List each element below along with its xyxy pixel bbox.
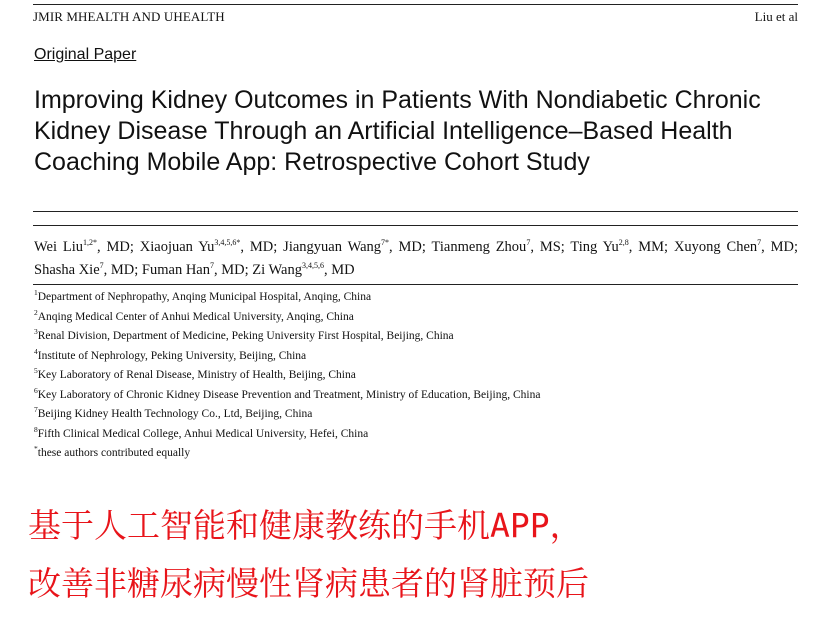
author-name: Jiangyuan Wang [283, 239, 382, 255]
author-degree: MD [331, 262, 355, 278]
affiliation-item [34, 425, 794, 445]
affiliation-marker: 1 [34, 288, 38, 297]
author: Zi Wang$^{3,4,5,6}$, MD [252, 261, 355, 278]
author-degree: MD [249, 239, 274, 255]
affiliation-item [34, 347, 794, 367]
affiliation-marker: 2 [34, 307, 38, 317]
author-name: Shasha Xie [34, 262, 100, 278]
affiliation-marker: 7 [34, 405, 38, 414]
author: Tianmeng Zhou$^7$, MS [431, 238, 561, 255]
affiliation-marker: 6 [34, 385, 38, 395]
affiliation-text: Renal Division, Department of Medicine, Peking University First Hospital, Beijing, China [37, 330, 454, 342]
affiliation-marker: * [34, 444, 38, 453]
author: Jiangyuan Wang$^{7*}$, MD [283, 238, 422, 255]
author: Fuman Han$^7$, MD [141, 261, 245, 278]
title-rule-top [33, 211, 798, 212]
article-type: Original Paper [34, 46, 137, 63]
affiliation-item [34, 444, 794, 464]
affiliation-item [34, 288, 794, 308]
author-name: Tianmeng Zhou [431, 239, 527, 255]
author-list: Wei Liu$^{1,2*}$, MD; Xiaojuan $Yu^{3,4,5,6*}$, MD; Jiangyuan Wang$^{7*}$, MD; Tianmeng Zhou$^7$, MS; Ting Yu$^{2,8}$, MM; Xuyong Chen$^7$, MD; Shasha Xie$^7$, MD; Fuman Han$^7$, MD; Zi Wang$^{3,4,5,6}$, MD [34, 238, 799, 278]
author-affiliation-marker: 7 [99, 261, 104, 270]
affiliation-item [34, 386, 794, 406]
author-name: Fuman Han [141, 262, 210, 278]
affiliation-marker: 3 [34, 327, 38, 336]
author-degree: MM [638, 239, 665, 255]
author-affiliation-marker: 3,4,5,6* [214, 238, 241, 247]
author-degree: MD [770, 239, 795, 255]
header-rule [33, 4, 798, 5]
affiliation-item [34, 327, 794, 347]
authors-rule [33, 284, 798, 285]
affiliation-text: Fifth Clinical Medical College, Anhui Medical University, Hefei, China [37, 427, 369, 440]
author-name: Wei Liu [34, 239, 83, 255]
affiliation-marker: 5 [34, 366, 38, 375]
author-affiliation-marker: 1,2* [83, 238, 97, 247]
author-name: Xuyong Chen [673, 239, 758, 255]
author-affiliation-marker: 7 [209, 261, 214, 270]
title-rule-bottom [33, 225, 798, 226]
chinese-caption-overlay [28, 497, 818, 613]
chinese-caption-line-1: 基于人工智能和健康教练的手机APP， [28, 506, 583, 545]
affiliation-text: Beijing Kidney Health Technology Co., Ltd, Beijing, China [37, 408, 313, 420]
author-affiliation-marker: 7* [381, 238, 390, 247]
author-name: Zi Wang [252, 262, 302, 278]
running-journal-name: JMIR MHEALTH AND UHEALTH [33, 9, 225, 24]
author: Wei Liu$^{1,2*}$, MD [34, 238, 130, 255]
affiliation-text: Key Laboratory of Chronic Kidney Disease Prevention and Treatment, Ministry of Education, Beijing, China [37, 388, 541, 401]
author-affiliation-marker: 2,8 [618, 238, 629, 247]
affiliation-text: Key Laboratory of Renal Disease, Ministry of Health, Beijing, China [37, 369, 356, 381]
affiliation-marker: 8 [34, 424, 38, 434]
author-name: Ting Yu [570, 239, 619, 255]
affiliation-item [34, 405, 794, 425]
author-degree: MS [539, 239, 561, 255]
affiliation-list [34, 288, 794, 464]
running-authors: Liu et al [754, 9, 798, 24]
affiliation-text: Anqing Medical Center of Anhui Medical University, Anqing, China [37, 310, 354, 323]
affiliation-text: Institute of Nephrology, Peking University, Beijing, China [37, 349, 307, 362]
author: Ting Yu$^{2,8}$, MM [570, 238, 665, 255]
paper-title: Improving Kidney Outcomes in Patients With Nondiabetic Chronic Kidney Disease Through an Artificial Intelligence–Based Health Coaching Mobile App: Retrospective Cohort Study [34, 86, 761, 176]
affiliation-text: these authors contributed equally [37, 447, 191, 459]
author: Xuyong Chen$^7$, MD [673, 238, 795, 255]
affiliation-text: Department of Nephropathy, Anqing Municipal Hospital, Anqing, China [37, 291, 372, 303]
chinese-caption-line-2: 改善非糖尿病慢性肾病患者的肾脏预后 [28, 564, 589, 603]
author-degree: MD [221, 262, 245, 278]
affiliation-marker: 4 [34, 346, 38, 356]
author-name: Xiaojuan Yu [139, 239, 215, 255]
affiliation-item [34, 308, 794, 328]
author: Xiaojuan $Yu^{3,4,5,6*}$, MD [139, 238, 274, 255]
author-affiliation-marker: 7 [526, 238, 531, 247]
author-degree: MD [398, 239, 422, 255]
author-degree: MD [106, 239, 130, 255]
author-degree: MD [110, 262, 135, 278]
affiliation-item [34, 366, 794, 386]
author-affiliation-marker: 3,4,5,6 [301, 261, 324, 270]
author: Shasha Xie$^7$, MD [34, 261, 135, 278]
author-affiliation-marker: 7 [757, 238, 762, 247]
